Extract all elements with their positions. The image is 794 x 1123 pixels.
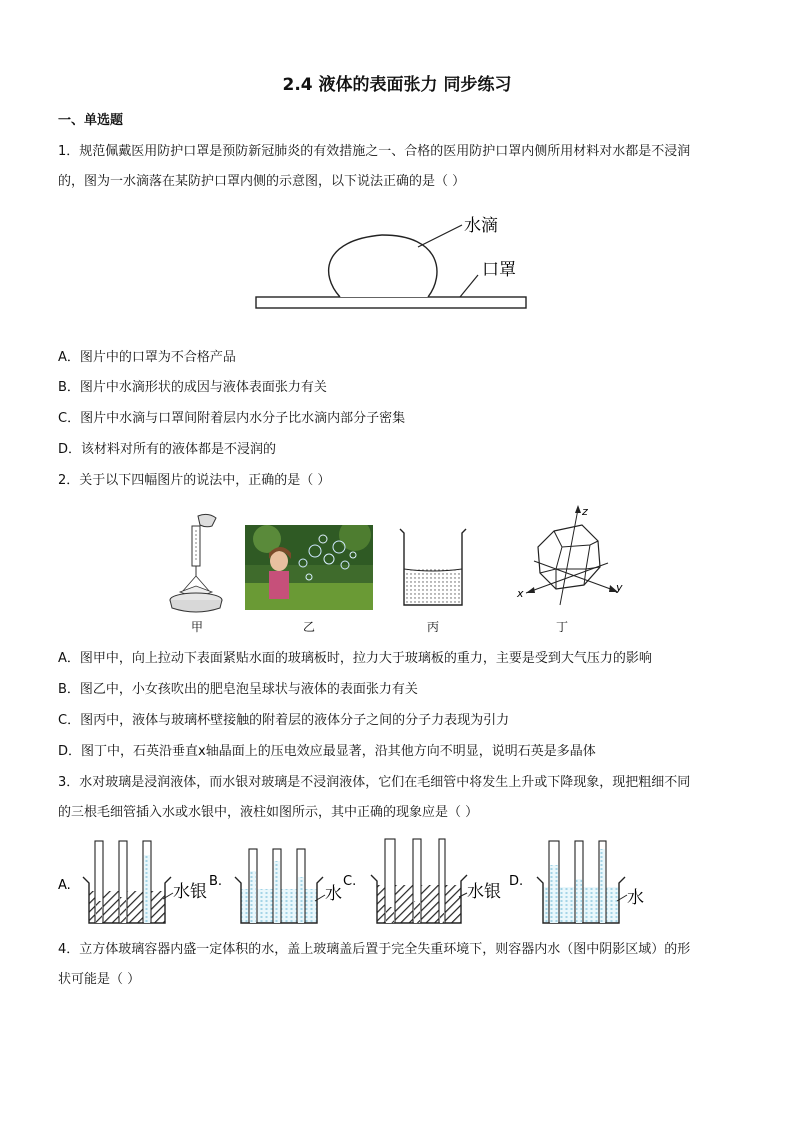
q3-figure-d (509, 841, 644, 923)
q3-stem-line2: 的三根毛细管插入水或水银中，液柱如图所示，其中正确的现象应是（ ） (58, 805, 479, 820)
z-axis-label: z (582, 505, 588, 518)
drop-label: 水滴 (464, 216, 498, 236)
q3-liquid-a: 水银 (173, 882, 207, 902)
q2-option-b: B．图乙中，小女孩吹出的肥皂泡呈球状与液体的表面张力有关 (58, 682, 418, 697)
q3-capillary-figures (55, 835, 655, 927)
q1-stem-line1: 1．规范佩戴医用防护口罩是预防新冠肺炎的有效措施之一、合格的医用防护口罩内侧所用材料对水都是不浸润 (58, 144, 691, 159)
section-heading: 一、单选题 (58, 113, 124, 128)
figure-ding-quartz-crystal (512, 505, 627, 610)
z-axis (560, 509, 578, 605)
q4-stem-line1: 4．立方体玻璃容器内盛一定体积的水，盖上玻璃盖后置于完全失重环境下，则容器内水（图中阴影区域）的形 (58, 942, 691, 957)
figure-jia-glass-plate (168, 510, 228, 615)
q3-letter-a: A. (58, 878, 71, 893)
girl-body (269, 571, 289, 599)
q3-liquid-b: 水 (325, 884, 342, 904)
drop-pointer-line (418, 225, 462, 247)
grass (245, 583, 373, 610)
beaker-liquid (404, 569, 462, 605)
figure-bing-beaker (398, 525, 468, 610)
water-drop-shape (329, 235, 437, 297)
hand-shape (198, 514, 216, 526)
mask-label: 口罩 (482, 260, 516, 280)
q3-letter-b: B. (209, 874, 223, 889)
q3-letter-c: C. (343, 874, 357, 889)
mask-plate (256, 297, 526, 308)
q2-option-c: C．图丙中，液体与玻璃杯壁接触的附着层的液体分子之间的分子力表现为引力 (58, 713, 510, 728)
q1-water-drop-figure (250, 205, 540, 315)
caption-ding: 丁 (555, 620, 568, 634)
q3-figure-a (58, 841, 207, 923)
q3-figure-c (343, 839, 501, 923)
x-axis-label: x (517, 587, 524, 600)
caption-yi: 乙 (302, 620, 315, 634)
q1-option-a: A．图片中的口罩为不合格产品 (58, 350, 236, 365)
q1-option-b: B．图片中水滴形状的成因与液体表面张力有关 (58, 380, 327, 395)
q4-stem-line2: 状可能是（ ） (58, 972, 141, 987)
q2-stem: 2．关于以下四幅图片的说法中，正确的是（ ） (58, 473, 331, 488)
page-title: 2.4 液体的表面张力 同步练习 (282, 75, 512, 95)
q2-option-d: D．图丁中，石英沿垂直x轴晶面上的压电效应最显著，沿其他方向不明显，说明石英是多晶体 (58, 744, 596, 759)
y-axis-label: y (616, 581, 623, 594)
q3-liquid-d: 水 (627, 888, 644, 908)
q1-option-d: D．该材料对所有的液体都是不浸润的 (58, 442, 277, 457)
figure-yi-bubbles-photo (245, 525, 373, 610)
caption-jia: 甲 (190, 620, 203, 634)
q1-option-c: C．图片中水滴与口罩间附着层内水分子比水滴内部分子密集 (58, 411, 406, 426)
q3-letter-d: D. (509, 874, 524, 889)
mask-pointer-line (460, 275, 478, 297)
q3-liquid-c: 水银 (467, 882, 501, 902)
q1-stem-line2: 的，图为一水滴落在某防护口罩内侧的示意图，以下说法正确的是（ ） (58, 174, 466, 189)
caption-bing: 丙 (426, 620, 439, 634)
q3-figure-b (209, 849, 342, 923)
q3-stem-line1: 3．水对玻璃是浸润液体，而水银对玻璃是不浸润液体，它们在毛细管中将发生上升或下降现象，现把粗细不同 (58, 775, 691, 790)
q2-option-a: A．图甲中，向上拉动下表面紧贴水面的玻璃板时，拉力大于玻璃板的重力，主要是受到大气压力的影响 (58, 651, 652, 666)
